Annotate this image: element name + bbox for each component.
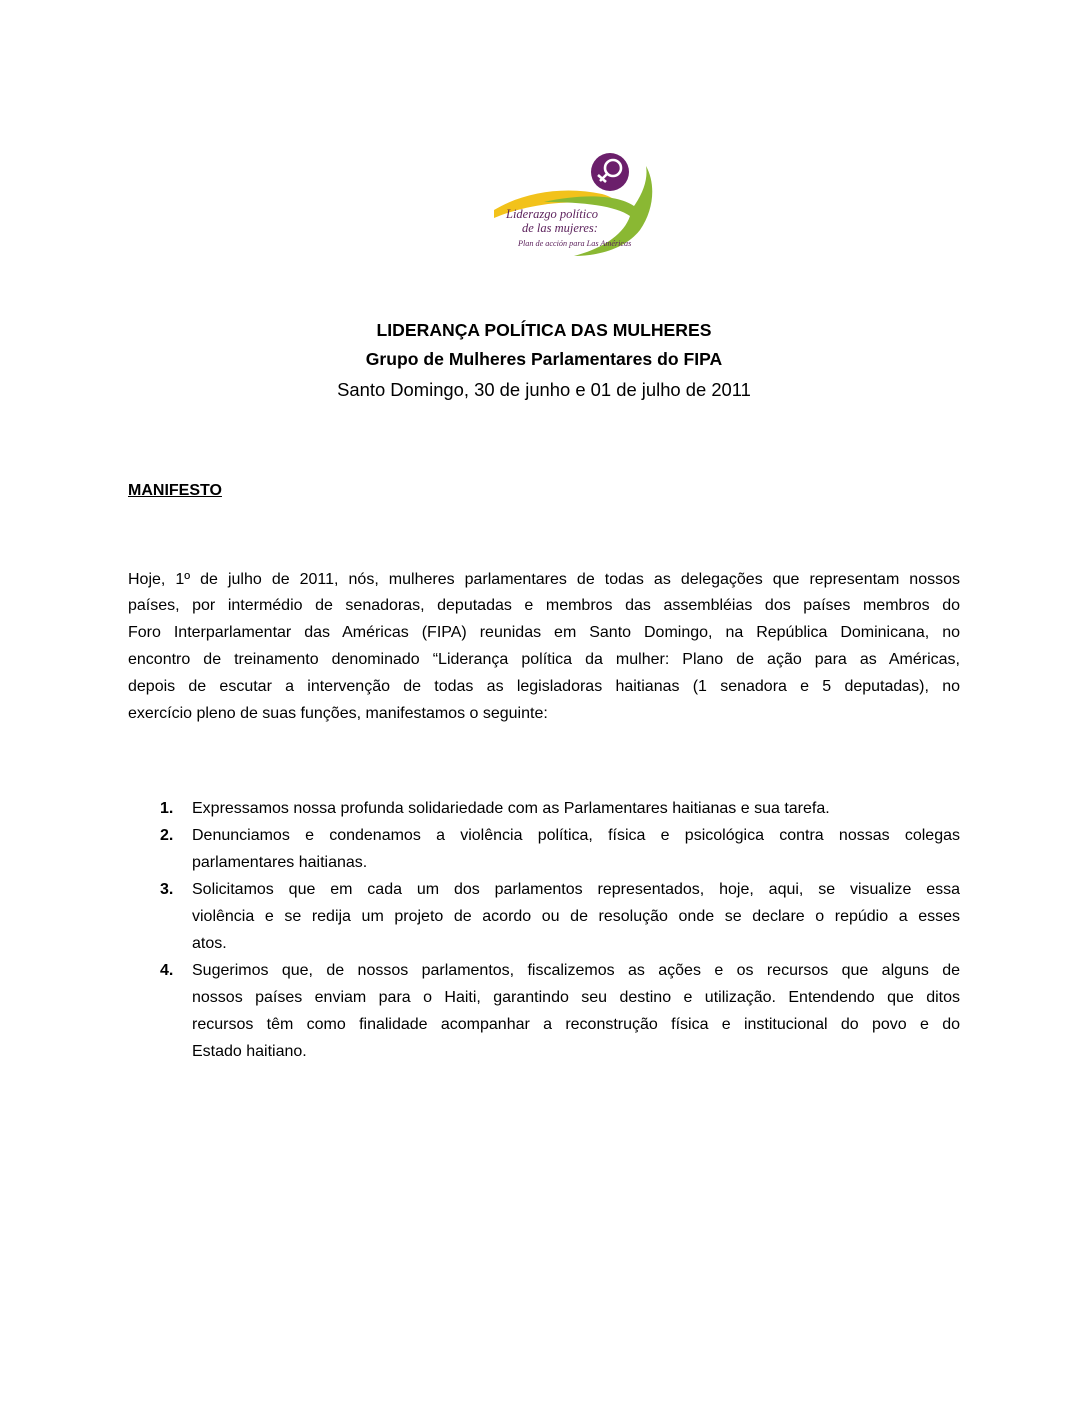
list-item-line: recursos têm como finalidade acompanhar a reconstrução física e institucional do povo e do [192, 1016, 960, 1033]
intro-line: países, por intermédio de senadoras, deputadas e membros das assembléias dos países membros do [128, 597, 960, 614]
list-item-line: violência e se redija um projeto de acordo ou de resolução onde se declare o repúdio a esses [192, 908, 960, 925]
intro-line: depois de escutar a intervenção de todas as legisladoras haitianas (1 senadora e 5 deputadas), no [128, 678, 960, 695]
list-item-number: 2. [160, 827, 174, 844]
logo-text-line-3: Plan de acción para Las Américas [518, 239, 632, 248]
document-dateline: Santo Domingo, 30 de junho e 01 de julho de 2011 [337, 379, 751, 400]
logo-text-line-1: Liderazgo político [506, 207, 599, 221]
logo-text-line-2: de las mujeres: [522, 221, 598, 235]
section-heading: MANIFESTO [128, 482, 222, 499]
document-subtitle: Grupo de Mulheres Parlamentares do FIPA [365, 349, 723, 369]
event-logo [484, 150, 660, 262]
list-item-line: atos. [192, 935, 227, 952]
list-item-number: 4. [160, 962, 174, 979]
intro-line: Foro Interparlamentar das Américas (FIPA) reunidas em Santo Domingo, na República Dominicana, no [128, 624, 960, 641]
list-item-number: 3. [160, 881, 174, 898]
intro-line: Hoje, 1º de julho de 2011, nós, mulheres parlamentares de todas as delegações que representam nossos [128, 571, 960, 588]
list-item-line: Solicitamos que em cada um dos parlamentos representados, hoje, aqui, se visualize essa [192, 881, 960, 898]
list-item-line: Expressamos nossa profunda solidariedade com as Parlamentares haitianas e sua tarefa. [192, 800, 830, 817]
intro-line: encontro de treinamento denominado “Liderança política da mulher: Plano de ação para as Américas, [128, 651, 960, 668]
list-item-line: Estado haitiano. [192, 1043, 307, 1060]
list-item-line: parlamentares haitianas. [192, 854, 368, 871]
list-item-line: Denunciamos e condenamos a violência política, física e psicológica contra nossas colegas [192, 827, 960, 844]
list-item-line: nossos países enviam para o Haiti, garantindo seu destino e utilização. Entendendo que ditos [192, 989, 960, 1006]
intro-line: exercício pleno de suas funções, manifestamos o seguinte: [128, 705, 548, 722]
document-title: LIDERANÇA POLÍTICA DAS MULHERES [376, 320, 712, 340]
list-item-number: 1. [160, 800, 174, 817]
list-item-line: Sugerimos que, de nossos parlamentos, fiscalizemos as ações e os recursos que alguns de [192, 962, 960, 979]
